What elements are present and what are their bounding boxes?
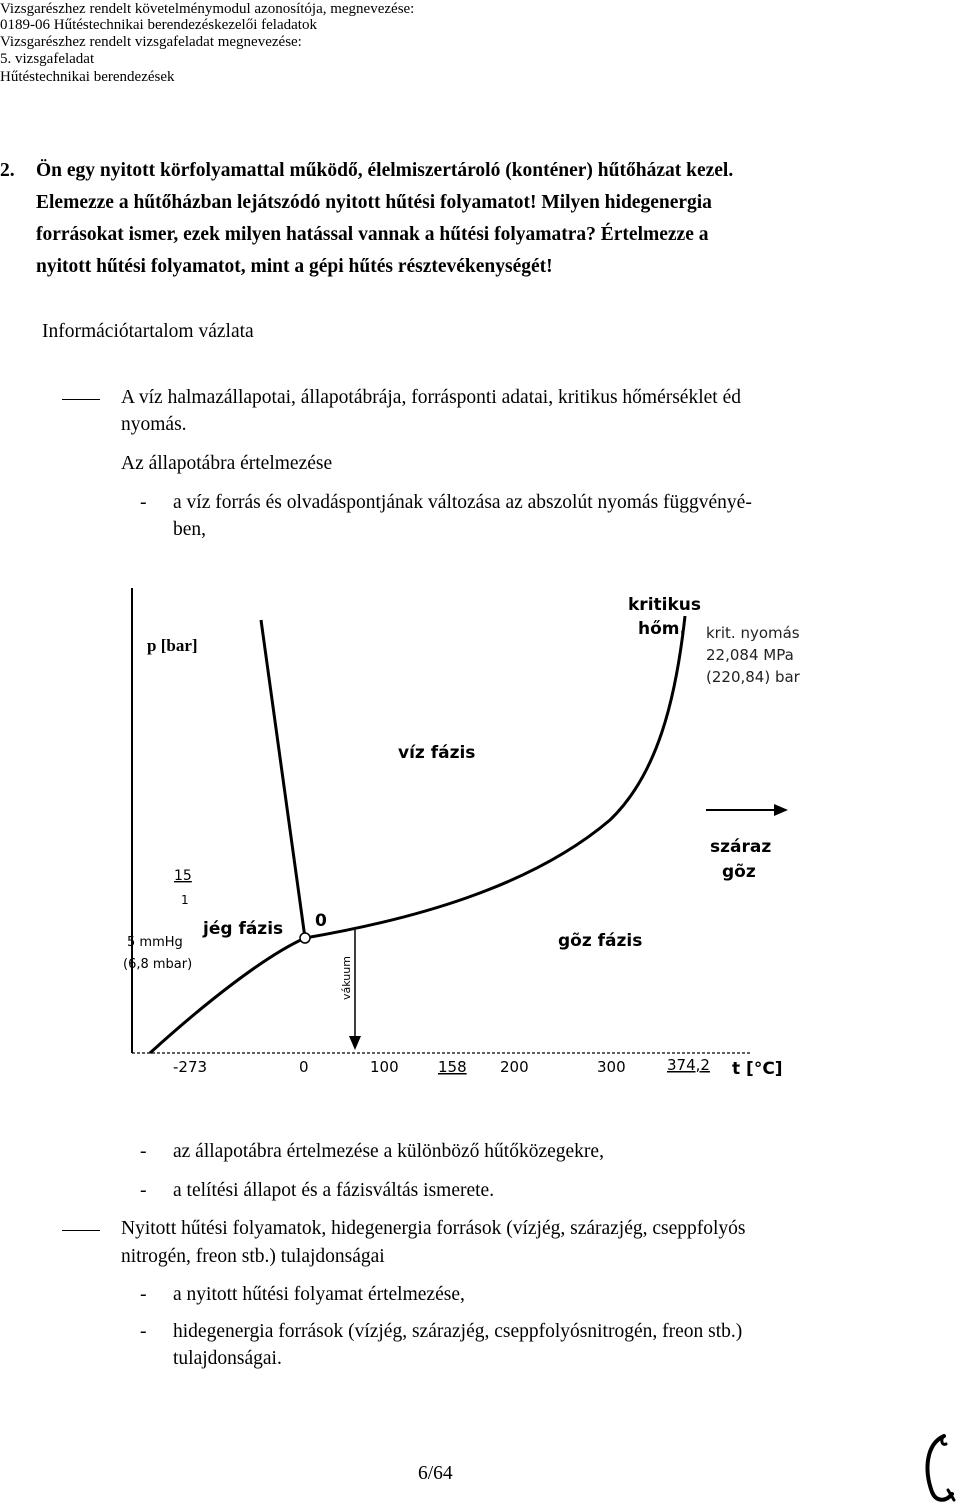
info-item-1-line-2: nyomás. <box>121 414 187 435</box>
arrow-head-icon <box>774 804 788 816</box>
x-axis-label: t [°C] <box>732 1059 783 1079</box>
x-tick-minus-273: -273 <box>173 1058 208 1076</box>
bullet-3: a telítési állapot és a fázisváltás ismerete. <box>173 1180 495 1201</box>
x-tick-100: 100 <box>370 1058 399 1076</box>
question-line-4: nyitott hűtési folyamatot, mint a gépi hűtés résztevékenységét! <box>36 256 553 277</box>
crit-pressure-label-3: (220,84) bar <box>706 668 800 686</box>
y-axis-label: p [bar] <box>147 636 198 655</box>
question-line-2: Elemezze a hűtőházban lejátszódó nyitott hűtési folyamatot! Milyen hidegenergia <box>36 192 712 213</box>
triple-point-label: 0 <box>315 911 327 931</box>
melting-curve <box>261 620 305 938</box>
x-tick-300: 300 <box>597 1058 626 1076</box>
header-task-number: 5. vizsgafeladat <box>0 51 95 67</box>
hyphen-bullet-3: - <box>140 1180 147 1201</box>
dry-steam-label-1: száraz <box>710 837 772 857</box>
vaporization-curve <box>305 616 685 938</box>
x-tick-374: 374,2 <box>667 1056 710 1074</box>
triple-point-marker <box>300 933 310 943</box>
crit-pressure-label-1: krit. nyomás <box>706 624 800 642</box>
hyphen-bullet-4: - <box>140 1284 147 1305</box>
hyphen-bullet-5: - <box>140 1321 147 1342</box>
phase-diagram <box>110 588 800 1088</box>
dry-steam-label-2: gõz <box>722 862 756 882</box>
bullet-1-line-2: ben, <box>173 519 207 540</box>
bullet-4: a nyitott hűtési folyamat értelmezése, <box>173 1284 465 1305</box>
y-tick-1: 1 <box>181 893 189 907</box>
question-number: 2. <box>0 160 15 181</box>
hyphen-bullet-1: - <box>140 492 147 513</box>
vapor-phase-label: gõz fázis <box>558 931 643 951</box>
bullet-5-line-2: tulajdonságai. <box>173 1348 282 1369</box>
header-task-name: Hűtéstechnikai berendezések <box>0 69 175 85</box>
info-heading: Információtartalom vázlata <box>42 321 254 342</box>
page-number: 6/64 <box>418 1463 453 1484</box>
ice-phase-label: jég fázis <box>203 919 284 939</box>
header-module-name: 0189-06 Hűtéstechnikai berendezéskezelői feladatok <box>0 17 317 33</box>
vacuum-label: vákuum <box>340 956 353 1000</box>
hyphen-bullet-2: - <box>140 1141 147 1162</box>
x-tick-0: 0 <box>299 1058 309 1076</box>
question-text <box>36 155 916 283</box>
question-line-3: forrásokat ismer, ezek milyen hatással vannak a hűtési folyamatra? Értelmezze a <box>36 224 709 245</box>
sub-heading: Az állapotábra értelmezése <box>121 453 333 474</box>
bullet-5-line-1: hidegenergia források (vízjég, szárazjég, cseppfolyósnitrogén, freon stb.) <box>173 1321 743 1342</box>
info-item-2-line-1: Nyitott hűtési folyamatok, hidegenergia források (vízjég, szárazjég, cseppfolyós <box>121 1218 746 1239</box>
bullet-2: az állapotábra értelmezése a különböző hűtőközegekre, <box>173 1141 604 1162</box>
corner-logo-icon <box>920 1430 958 1506</box>
info-item-2-line-2: nitrogén, freon stb.) tulajdonságai <box>121 1246 385 1267</box>
y-tick-mmhg: 5 mmHg <box>127 935 183 950</box>
y-tick-15: 15 <box>174 868 192 884</box>
dash-bullet-2 <box>62 1230 100 1231</box>
y-tick-mbar: (6,8 mbar) <box>123 957 193 972</box>
header-module-label: Vizsgarészhez rendelt követelménymodul azonosítója, megnevezése: <box>0 1 415 17</box>
dash-bullet-1 <box>62 399 100 400</box>
header-task-label: Vizsgarészhez rendelt vizsgafeladat megnevezése: <box>0 34 302 50</box>
x-tick-158: 158 <box>438 1058 467 1076</box>
water-phase-label: víz fázis <box>398 743 476 763</box>
sublimation-curve <box>150 938 305 1053</box>
critical-temp-label-2: hőm. <box>638 619 686 639</box>
bullet-1-line-1: a víz forrás és olvadáspontjának változása az abszolút nyomás függvényé- <box>173 492 752 513</box>
critical-temp-label-1: kritikus <box>628 595 701 615</box>
arrow-down-icon <box>349 1036 361 1050</box>
question-line-1: Ön egy nyitott körfolyamattal működő, élelmiszertároló (konténer) hűtőházat kezel. <box>36 160 734 181</box>
crit-pressure-label-2: 22,084 MPa <box>706 646 794 664</box>
info-item-1-line-1: A víz halmazállapotai, állapotábrája, forrásponti adatai, kritikus hőmérséklet éd <box>121 387 741 408</box>
x-tick-200: 200 <box>500 1058 529 1076</box>
